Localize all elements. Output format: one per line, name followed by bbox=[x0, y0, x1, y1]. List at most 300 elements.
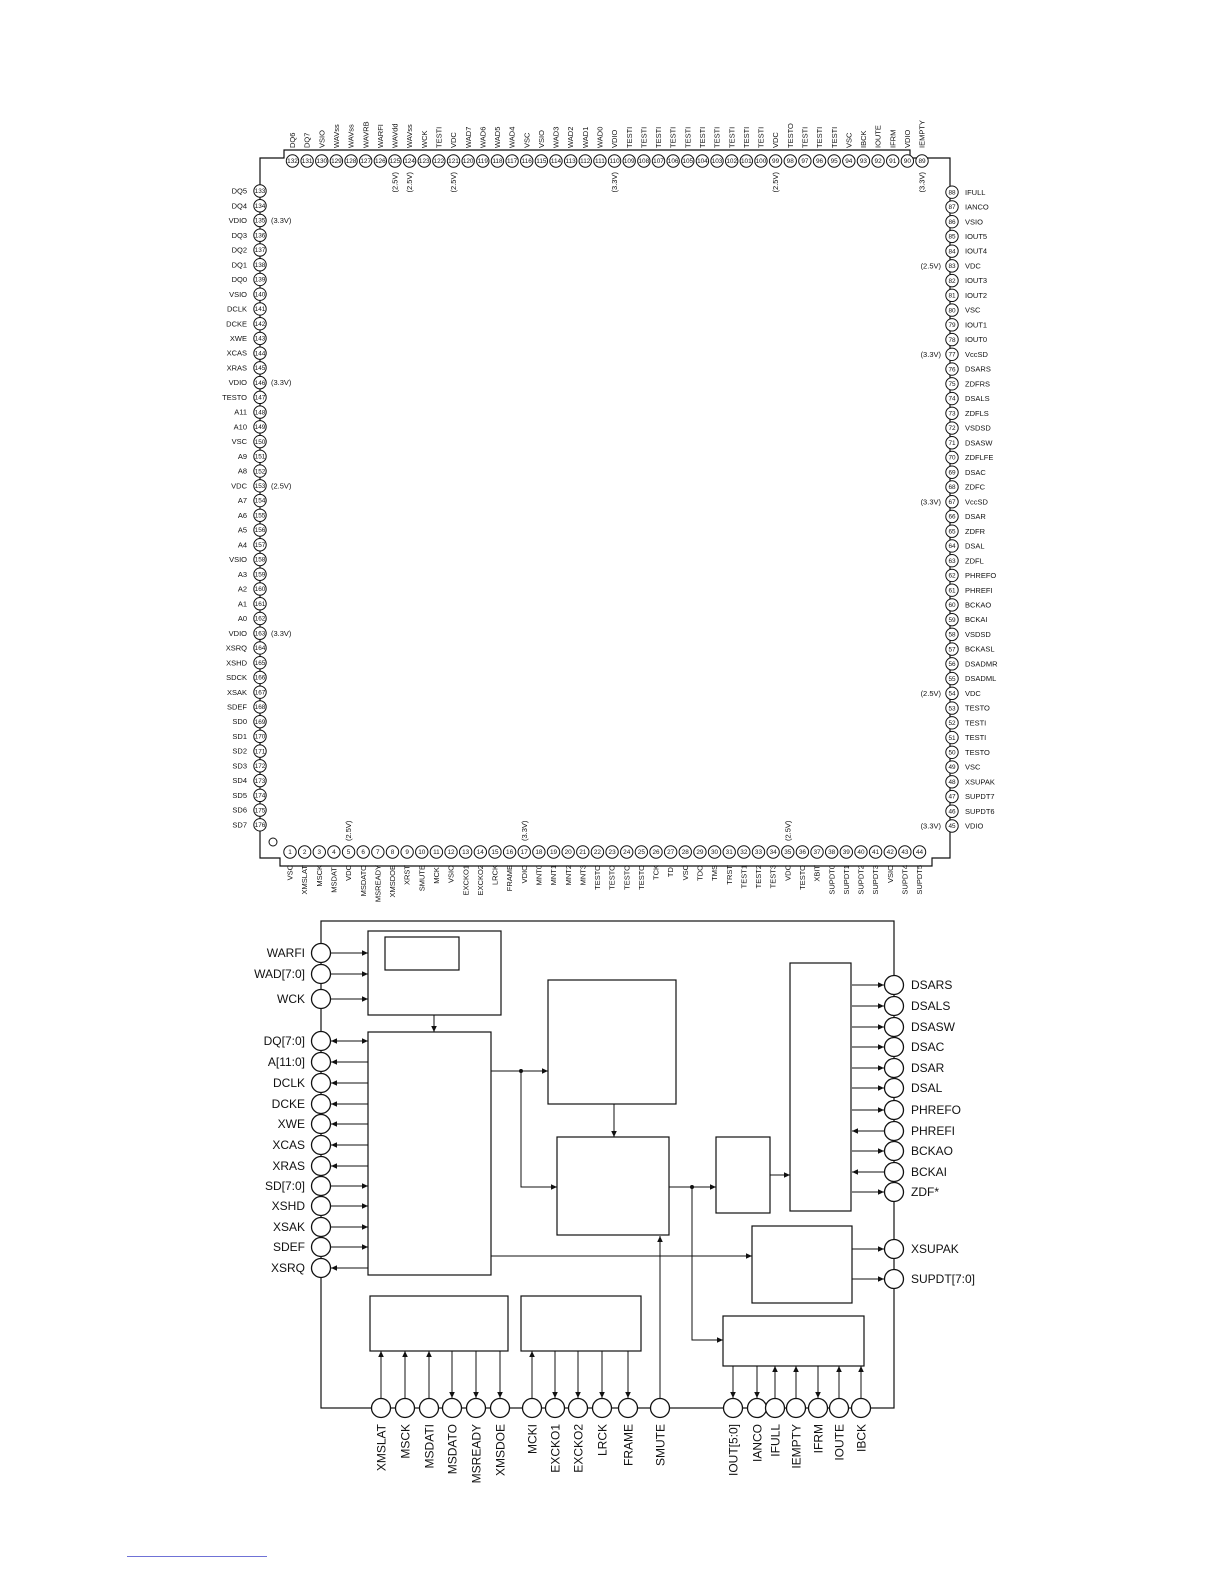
pin-circle bbox=[885, 1038, 904, 1057]
pin-label: LRCK bbox=[595, 1424, 610, 1457]
pin-label: MSCK bbox=[314, 865, 324, 887]
pin-label: MNT2 bbox=[563, 865, 573, 886]
pin-circle bbox=[852, 1399, 871, 1418]
pin-124 bbox=[403, 124, 415, 192]
pin-label: IOUT3 bbox=[965, 276, 988, 286]
pin-label: DQ2 bbox=[231, 245, 247, 255]
pin-number: 96 bbox=[815, 158, 824, 166]
pin-130 bbox=[316, 130, 328, 167]
pin-circle bbox=[312, 1053, 331, 1072]
pin-121 bbox=[447, 132, 459, 193]
pin-circle bbox=[312, 1032, 331, 1051]
pin-number: 19 bbox=[549, 849, 558, 857]
pin-117 bbox=[506, 127, 518, 168]
pin-label: WAVss bbox=[346, 124, 356, 148]
pin-108 bbox=[638, 127, 650, 167]
pin-label: IEMPTY bbox=[917, 120, 927, 148]
pin-number: 159 bbox=[254, 571, 266, 579]
right-pin-xsupak bbox=[885, 1240, 959, 1259]
pin-47 bbox=[946, 790, 995, 802]
pin-label: PHREFI bbox=[911, 1124, 956, 1138]
pin-70 bbox=[946, 451, 994, 463]
pin-label: SD5 bbox=[232, 790, 247, 800]
pin-label: WARFI bbox=[375, 124, 385, 148]
pin-155 bbox=[238, 509, 266, 521]
pin-label: IANCO bbox=[965, 202, 989, 212]
pin-number: 139 bbox=[254, 276, 266, 284]
pin-label: ZDFR bbox=[965, 526, 985, 536]
pin-158 bbox=[229, 553, 266, 565]
pin-167 bbox=[227, 686, 266, 698]
pin-number: 97 bbox=[801, 158, 809, 166]
pinout-diagram bbox=[222, 120, 998, 902]
pin-4 bbox=[328, 846, 340, 893]
left-pin-warfi bbox=[267, 944, 331, 963]
pin-number: 112 bbox=[580, 158, 591, 166]
pin-number: 49 bbox=[948, 764, 956, 772]
wave-input-sub-block bbox=[385, 937, 459, 970]
pin-circle bbox=[885, 997, 904, 1016]
pin-label: VSIO bbox=[229, 289, 247, 299]
pin-label: IBCK bbox=[854, 1424, 869, 1453]
pin-label: VDIO bbox=[228, 216, 247, 226]
pin-81 bbox=[946, 289, 987, 301]
pin-label: TESTO bbox=[607, 865, 617, 890]
left-pin-wck bbox=[277, 990, 331, 1009]
pin-number: 80 bbox=[948, 307, 956, 315]
pin-label: DCKE bbox=[271, 1097, 305, 1111]
pin-number: 57 bbox=[948, 646, 956, 654]
arrowhead bbox=[426, 1351, 432, 1357]
pin-88 bbox=[946, 186, 986, 198]
pin-label: A0 bbox=[237, 614, 247, 624]
pin-number: 166 bbox=[254, 674, 266, 682]
bottom-pin-excko1 bbox=[546, 1399, 565, 1473]
pin-label: MNT0 bbox=[534, 865, 544, 886]
arrowhead bbox=[497, 1392, 503, 1398]
pin-number: 127 bbox=[360, 158, 372, 166]
arrowhead bbox=[878, 982, 884, 988]
arrowhead bbox=[878, 1024, 884, 1030]
arrowhead bbox=[331, 1121, 337, 1127]
pin-102 bbox=[725, 127, 737, 167]
bottom-pin-msdato bbox=[443, 1399, 462, 1475]
pin-163 bbox=[229, 627, 292, 639]
pin-59 bbox=[946, 613, 988, 625]
pin-circle bbox=[885, 1122, 904, 1141]
pin-label: TESTO bbox=[622, 865, 632, 890]
pin-number: 107 bbox=[653, 158, 664, 166]
arrowhead bbox=[551, 1184, 557, 1190]
pin-119 bbox=[477, 127, 489, 168]
pin-number: 48 bbox=[948, 778, 956, 786]
pin-circle bbox=[885, 1142, 904, 1161]
pin-31 bbox=[723, 846, 735, 885]
pin-75 bbox=[946, 378, 990, 390]
pin-label: DSAC bbox=[965, 467, 986, 477]
pin-label: VDC bbox=[231, 481, 247, 491]
pin-number: 81 bbox=[948, 292, 956, 300]
pin-label: WAD6 bbox=[478, 126, 488, 148]
pin-number: 72 bbox=[948, 425, 956, 433]
pin-number: 132 bbox=[287, 158, 298, 166]
pin-number: 141 bbox=[254, 306, 266, 314]
pin-circle bbox=[885, 1270, 904, 1289]
pin-number: 157 bbox=[254, 541, 266, 549]
left-pin-xras bbox=[272, 1157, 330, 1176]
pin-label: A4 bbox=[237, 540, 247, 550]
right-pin-dsars bbox=[885, 976, 953, 995]
pin-92 bbox=[872, 125, 884, 167]
wire bbox=[692, 1187, 723, 1340]
pin-148 bbox=[234, 406, 266, 418]
pin-number: 38 bbox=[828, 849, 836, 857]
pin-91 bbox=[887, 130, 899, 168]
pin-64 bbox=[946, 540, 985, 552]
pin-number: 126 bbox=[374, 158, 386, 166]
left-pin-xsak bbox=[273, 1218, 331, 1237]
arrowhead bbox=[836, 1366, 842, 1372]
right-pin-dsac bbox=[885, 1038, 945, 1057]
pin-number: 167 bbox=[254, 689, 266, 697]
pin-number: 60 bbox=[948, 602, 956, 610]
pin-number: 163 bbox=[254, 630, 266, 638]
pin-number: 147 bbox=[254, 394, 266, 402]
pin-number: 47 bbox=[948, 793, 956, 801]
pin-136 bbox=[232, 229, 267, 241]
pin-label: DSASW bbox=[911, 1020, 956, 1034]
chip-boundary bbox=[321, 921, 894, 1408]
pin-label: SD6 bbox=[232, 805, 247, 815]
pin-label: XSAK bbox=[226, 687, 247, 697]
pin-number: 52 bbox=[948, 720, 956, 728]
pin-72 bbox=[946, 422, 992, 434]
left-pin-xcas bbox=[272, 1136, 330, 1155]
right-pin-zdf- bbox=[885, 1183, 940, 1202]
pin-number: 151 bbox=[254, 453, 266, 461]
arrowhead bbox=[378, 1351, 384, 1357]
arrowhead bbox=[331, 1038, 337, 1044]
pin-113 bbox=[564, 127, 576, 168]
pin-number: 169 bbox=[254, 718, 266, 726]
pin-circle bbox=[312, 990, 331, 1009]
pin-83 bbox=[921, 260, 982, 272]
pin-number: 40 bbox=[857, 849, 865, 857]
pin-141 bbox=[227, 303, 266, 315]
pin-label: DCLK bbox=[226, 304, 247, 314]
pin-number: 37 bbox=[813, 849, 821, 857]
pin-number: 154 bbox=[254, 497, 266, 505]
bottom-pin-msck bbox=[396, 1399, 415, 1459]
pin-label: DSALS bbox=[965, 394, 990, 404]
pin-129 bbox=[330, 124, 342, 167]
pin-number: 63 bbox=[948, 557, 956, 565]
pin-label: VDIO bbox=[519, 865, 529, 884]
pin-label: VDC bbox=[783, 865, 793, 881]
pin-number: 86 bbox=[948, 218, 956, 226]
pin-number: 46 bbox=[948, 808, 956, 816]
arrowhead bbox=[362, 971, 368, 977]
pin-label: SD0 bbox=[232, 717, 247, 727]
pin-label: XSUPAK bbox=[911, 1242, 959, 1256]
right-pin-supdt-7-0- bbox=[885, 1270, 976, 1289]
pin-label: BCKAI bbox=[965, 615, 988, 625]
pin-number: 85 bbox=[948, 233, 956, 241]
pin-number: 88 bbox=[948, 189, 956, 197]
pin-number: 111 bbox=[595, 158, 605, 166]
pin-label: A8 bbox=[237, 466, 247, 476]
pin-63 bbox=[946, 554, 984, 566]
pin-label: TEST3 bbox=[768, 865, 778, 889]
pin-label: TESTI bbox=[756, 126, 766, 148]
pin-label: VDC bbox=[344, 865, 354, 881]
pin-number: 123 bbox=[418, 158, 430, 166]
pin-number: 16 bbox=[506, 849, 514, 857]
pin-label: ZDFC bbox=[965, 482, 985, 492]
pin-label: XBIT bbox=[812, 865, 822, 882]
arrowhead bbox=[362, 1203, 368, 1209]
pin-number: 89 bbox=[918, 158, 926, 166]
pin-label: WCK bbox=[419, 130, 429, 148]
pin-label: ZDF* bbox=[911, 1185, 939, 1199]
pin-circle bbox=[467, 1399, 486, 1418]
pin-number: 168 bbox=[254, 704, 266, 712]
pin-label: SDCK bbox=[226, 673, 247, 683]
pin-number: 152 bbox=[254, 468, 266, 476]
pin-label: SD[7:0] bbox=[264, 1179, 305, 1193]
pin-label: SDEF bbox=[272, 1240, 305, 1254]
pin-label: PHREFO bbox=[911, 1103, 962, 1117]
pin-label: DSAR bbox=[965, 512, 986, 522]
pin-label: DSAR bbox=[911, 1061, 945, 1075]
pin-number: 10 bbox=[418, 849, 426, 857]
pin-label: TESTI bbox=[965, 733, 987, 743]
pin-circle bbox=[651, 1399, 670, 1418]
bottom-pin-iout-5-0- bbox=[724, 1399, 743, 1477]
pin-45 bbox=[921, 820, 984, 832]
pin-number: 15 bbox=[491, 849, 499, 857]
pin-145 bbox=[227, 362, 267, 374]
pin-label: TESTI bbox=[654, 126, 664, 148]
pin-number: 124 bbox=[404, 158, 415, 166]
pin-label: TESTI bbox=[727, 126, 737, 148]
pin-label: A7 bbox=[237, 496, 247, 506]
pin-number: 150 bbox=[254, 438, 266, 446]
pin-107 bbox=[652, 127, 664, 167]
pin-number: 35 bbox=[784, 849, 792, 857]
pin-label: WAD3 bbox=[551, 126, 561, 148]
pin-174 bbox=[232, 789, 266, 801]
pin-152 bbox=[238, 465, 266, 477]
pin-number: 130 bbox=[316, 158, 328, 166]
pin-number: 43 bbox=[901, 849, 909, 857]
pin-number: 176 bbox=[254, 822, 266, 830]
pin-number: 99 bbox=[772, 158, 780, 166]
pin-number: 68 bbox=[948, 484, 956, 492]
pin-number: 3 bbox=[317, 849, 322, 857]
pin-number: 103 bbox=[711, 158, 723, 166]
pin-label: ZDFL bbox=[965, 556, 984, 566]
arrowhead bbox=[599, 1392, 605, 1398]
pin-label: TESTO bbox=[965, 703, 990, 713]
pin-label: IBCK bbox=[859, 130, 869, 148]
pin-label: MNT3 bbox=[578, 865, 588, 886]
pin-label: XRST bbox=[402, 865, 412, 886]
pin-label: TESTI bbox=[639, 126, 649, 148]
pin-128 bbox=[345, 124, 357, 167]
pin-86 bbox=[946, 215, 983, 227]
pin-168 bbox=[227, 701, 266, 713]
pin-15 bbox=[489, 846, 501, 885]
pin-number: 8 bbox=[390, 849, 395, 857]
pin-circle bbox=[312, 1177, 331, 1196]
pin-label: IOUT2 bbox=[965, 290, 988, 300]
pin-label: DQ3 bbox=[231, 230, 247, 240]
pin-number: 164 bbox=[254, 645, 266, 653]
pin-voltage: (2.5V) bbox=[271, 481, 292, 491]
pin-number: 9 bbox=[405, 849, 409, 857]
pin-24 bbox=[621, 846, 633, 890]
pin-number: 120 bbox=[462, 158, 474, 166]
pin-circle bbox=[546, 1399, 565, 1418]
pin-49 bbox=[946, 761, 981, 773]
pin-label: VSC bbox=[522, 132, 532, 148]
pin-label: DQ7 bbox=[302, 132, 312, 148]
pin-37 bbox=[811, 846, 823, 882]
pin-number: 25 bbox=[637, 849, 645, 857]
pin-circle bbox=[420, 1399, 439, 1418]
left-pin-dcke bbox=[272, 1095, 331, 1114]
footer-rule bbox=[127, 1556, 267, 1557]
pin-number: 109 bbox=[623, 158, 635, 166]
pin-circle bbox=[569, 1399, 588, 1418]
arrowhead bbox=[331, 1163, 337, 1169]
pin-146 bbox=[229, 376, 292, 388]
pin-label: MSDATI bbox=[329, 865, 339, 893]
pin-label: TDI bbox=[666, 865, 676, 878]
pin-111 bbox=[594, 127, 606, 168]
pin-label: TESTO bbox=[636, 865, 646, 890]
pin-label: SDEF bbox=[226, 702, 247, 712]
pin-label: VDIO bbox=[610, 129, 620, 148]
pin-label: TCK bbox=[651, 865, 661, 880]
pin-number: 36 bbox=[798, 849, 806, 857]
pin-circle bbox=[787, 1399, 806, 1418]
pin-label: XMSDOE bbox=[493, 1424, 508, 1477]
pin-voltage: (3.3V) bbox=[917, 172, 927, 193]
bottom-pin-msdati bbox=[420, 1399, 439, 1469]
pin-circle bbox=[312, 1259, 331, 1278]
pin-23 bbox=[606, 846, 618, 890]
pin-label: TESTO bbox=[593, 865, 603, 890]
pin-number: 115 bbox=[536, 158, 547, 166]
pin-38 bbox=[825, 846, 837, 895]
pin-label: DSASW bbox=[965, 438, 993, 448]
pin-29 bbox=[694, 846, 706, 881]
bottom-pin-iempty bbox=[787, 1399, 806, 1469]
pin-label: XSUPAK bbox=[965, 777, 995, 787]
pin-48 bbox=[946, 776, 995, 788]
internal-wires bbox=[331, 950, 884, 1398]
pin-number: 58 bbox=[948, 631, 956, 639]
arrowhead bbox=[331, 1142, 337, 1148]
bottom-pin-excko2 bbox=[569, 1399, 588, 1473]
pin-label: IOUT5 bbox=[965, 232, 988, 241]
pin-voltage: (2.5V) bbox=[920, 261, 941, 271]
pin-number: 137 bbox=[254, 247, 266, 255]
pin-voltage: (3.3V) bbox=[610, 172, 620, 193]
pin-number: 93 bbox=[859, 158, 867, 166]
bottom-pin-ianco bbox=[748, 1399, 767, 1463]
arrowhead bbox=[878, 1003, 884, 1009]
arrowhead bbox=[852, 1169, 858, 1175]
pin-number: 62 bbox=[948, 572, 956, 580]
pin-label: BCKAI bbox=[911, 1165, 948, 1179]
arrowhead bbox=[362, 996, 368, 1002]
pin-circle bbox=[885, 1240, 904, 1259]
pin-label: IFULL bbox=[965, 187, 986, 197]
pin-166 bbox=[226, 671, 266, 683]
pin-number: 22 bbox=[593, 849, 601, 857]
pin-label: SUPDT[7:0] bbox=[911, 1272, 976, 1286]
pin-number: 92 bbox=[874, 158, 882, 166]
pin-label: SD3 bbox=[232, 761, 247, 771]
pin-99 bbox=[769, 132, 781, 193]
arrowhead bbox=[362, 1224, 368, 1230]
pin-label: VSIO bbox=[885, 865, 895, 883]
pin-label: IFRM bbox=[811, 1424, 826, 1454]
pin-139 bbox=[232, 273, 267, 285]
pin-number: 6 bbox=[361, 849, 365, 857]
pin-52 bbox=[946, 717, 986, 729]
pin-label: XWE bbox=[277, 1117, 305, 1131]
pin-171 bbox=[232, 745, 266, 757]
pin-label: TESTO bbox=[798, 865, 807, 890]
pin-label: DSADMR bbox=[965, 659, 998, 669]
pin-circle bbox=[312, 944, 331, 963]
pin-number: 30 bbox=[711, 849, 719, 857]
pin-label: SD4 bbox=[232, 776, 247, 786]
pin-67 bbox=[921, 496, 989, 508]
pin-number: 114 bbox=[550, 158, 562, 166]
pin-78 bbox=[946, 333, 987, 345]
pin-label: FRAME bbox=[621, 1424, 636, 1466]
pin-149 bbox=[234, 421, 267, 433]
pin-115 bbox=[535, 130, 547, 167]
pin-circle bbox=[885, 976, 904, 995]
pin-label: MCKI bbox=[525, 1424, 540, 1454]
pin-157 bbox=[238, 539, 266, 551]
pin-label: DQ5 bbox=[231, 186, 247, 196]
pin-label: DSALS bbox=[911, 999, 951, 1013]
pin-label: VSC bbox=[844, 132, 854, 148]
pin-label: BCKASL bbox=[965, 644, 995, 654]
arrowhead bbox=[754, 1392, 760, 1398]
pin-number: 73 bbox=[948, 410, 956, 418]
pin-98 bbox=[784, 123, 796, 167]
pin-number: 64 bbox=[948, 543, 956, 551]
pin-number: 70 bbox=[948, 454, 956, 462]
pin-label: A9 bbox=[237, 451, 247, 461]
pin-120 bbox=[462, 127, 474, 168]
pin-label: XMSLAT bbox=[374, 1424, 389, 1472]
pin-160 bbox=[238, 583, 266, 595]
pin-label: VDIO bbox=[228, 628, 247, 638]
pin-number: 161 bbox=[254, 600, 266, 608]
pin-number: 90 bbox=[903, 158, 911, 166]
pin-number: 117 bbox=[506, 158, 518, 166]
pin-circle bbox=[885, 1101, 904, 1120]
